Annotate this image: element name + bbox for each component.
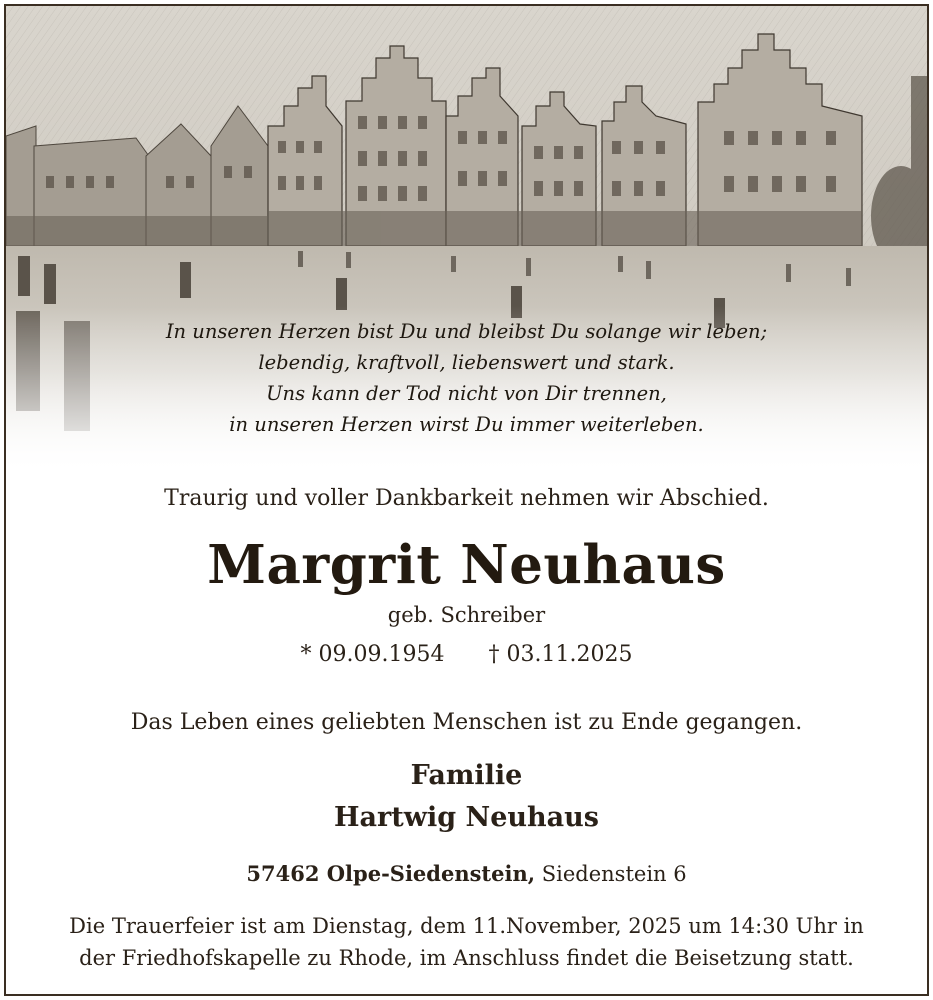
memorial-poem	[6, 316, 927, 440]
poem-line: in unseren Herzen wirst Du immer weiterleben.	[229, 413, 704, 436]
address-city: 57462 Olpe-Siedenstein,	[246, 861, 536, 886]
address-street: Siedenstein 6	[541, 862, 687, 886]
funeral-line: der Friedhofskapelle zu Rhode, im Anschluss findet die Beisetzung statt.	[79, 946, 854, 970]
poem-line: Uns kann der Tod nicht von Dir trennen,	[266, 382, 667, 405]
deceased-name: Margrit Neuhaus	[207, 534, 726, 596]
death-date: † 03.11.2025	[488, 642, 633, 667]
poem-line: In unseren Herzen bist Du und bleibst Du solange wir leben;	[165, 320, 768, 343]
life-statement: Das Leben eines geliebten Menschen ist zu Ende gegangen.	[130, 710, 803, 735]
maiden-name: geb. Schreiber	[387, 603, 546, 627]
life-dates	[6, 642, 927, 667]
birth-date: * 09.09.1954	[300, 642, 445, 667]
funeral-details	[6, 910, 927, 974]
family-label: Familie	[410, 760, 523, 791]
poem-line: lebendig, kraftvoll, liebenswert und stark.	[258, 351, 675, 374]
family-address	[6, 861, 927, 886]
obituary-frame	[4, 4, 929, 996]
family-name: Hartwig Neuhaus	[334, 802, 599, 833]
farewell-intro: Traurig und voller Dankbarkeit nehmen wir Abschied.	[164, 486, 769, 511]
funeral-line: Die Trauerfeier ist am Dienstag, dem 11.November, 2025 um 14:30 Uhr in	[69, 914, 864, 938]
